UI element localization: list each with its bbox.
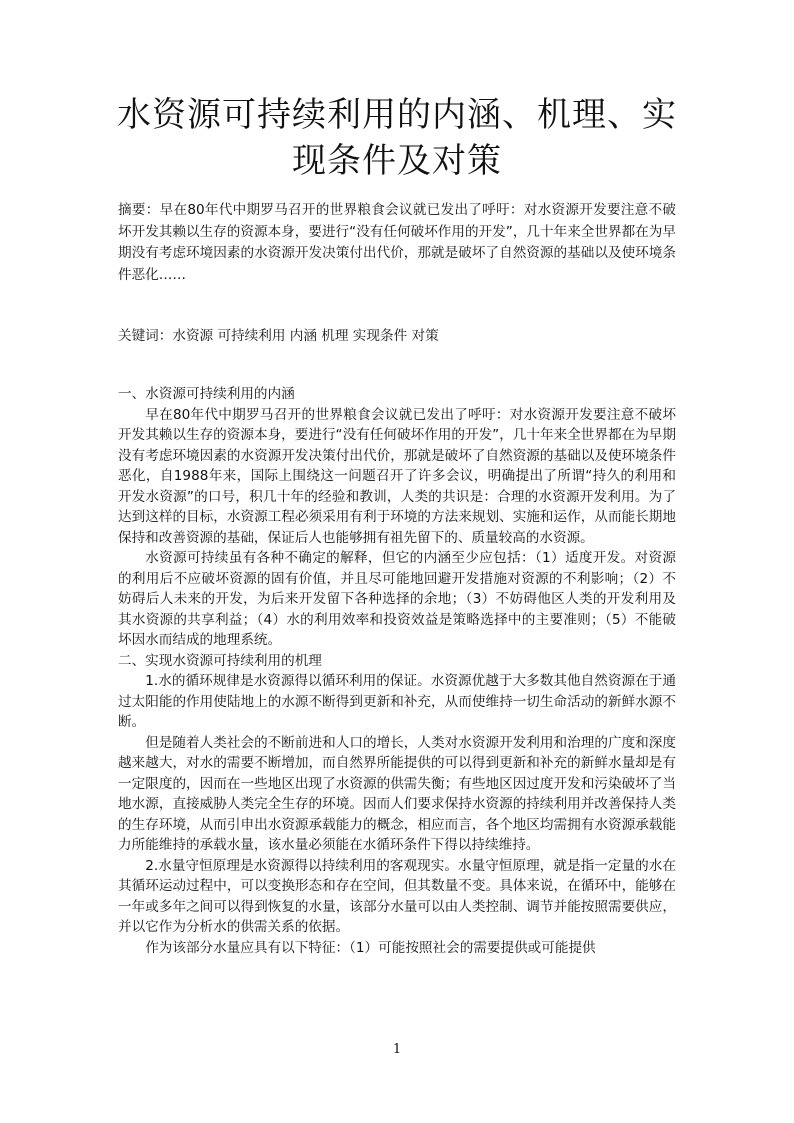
document-title: 水资源可持续利用的内涵、机理、实现条件及对策 [117,95,677,181]
paragraph: 2.水量守恒原理是水资源得以持续利用的客观现实。水量守恒原理，就是指一定量的水在其循环运动过程中，可以变换形态和存在空间，但其数量不变。具体来说，在循环中，能够在一年或多年之间可以得到恢复的水量，该部分水量可以由人类控制、调节并能按照需要供应，并以它作为分析水的供需关系的依据。 [118,857,676,935]
paragraph: 水资源可持续虽有各种不确定的解释，但它的内涵至少应包括：（1）适度开发。对资源的利用后不应破坏资源的固有价值，并且尽可能地回避开发措施对资源的不利影响；（2）不妨碍后人未来的开发，为后来开发留下各种选择的余地；（3）不妨碍他区人类的开发利用及其水资源的共享利益；（4）水的利用效率和投资效益是策略选择中的主要准则；（5）不能破坏因水而结成的地理系统。 [118,550,676,648]
document-body [118,384,676,958]
section-heading-1: 一、水资源可持续利用的内涵 [118,386,295,402]
paragraph: 1.水的循环规律是水资源得以循环利用的保证。水资源优越于大多数其他自然资源在于通过太阳能的作用使陆地上的水源不断得到更新和补充，从而使维持一切生命活动的新鲜水源不断。 [118,673,676,730]
abstract: 摘要：早在80年代中期罗马召开的世界粮食会议就已发出了呼吁：对水资源开发要注意不破坏开发其赖以生存的资源本身，要进行“没有任何破坏作用的开发”，几十年来全世界都在为早期没有考虑环境因素的水资源开发决策付出代价，那就是破坏了自然资源的基础以及使环境条件恶化…… [118,202,676,283]
keywords: 关键词：水资源 可持续利用 内涵 机理 实现条件 对策 [118,328,439,344]
paragraph: 早在80年代中期罗马召开的世界粮食会议就已发出了呼吁：对水资源开发要注意不破坏开发其赖以生存的资源本身，要进行“没有任何破坏作用的开发”，几十年来全世界都在为早期没有考虑环境因素的水资源开发决策付出代价，那就是破坏了自然资源的基础以及使环境条件恶化，自1988年来，国际上围绕这一问题召开了许多会议，明确提出了所谓“持久的利用和开发水资源”的口号，积几十年的经验和教训，人类的共识是：合理的水资源开发利用。为了达到这样的目标，水资源工程必须采用有利于环境的方法来规划、实施和运作，从而能长期地保持和改善资源的基础，保证后人也能够拥有祖先留下的、质量较高的水资源。 [118,406,676,546]
paragraph: 作为该部分水量应具有以下特征：（1）可能按照社会的需要提供或可能提供 [145,939,596,956]
paragraph: 但是随着人类社会的不断前进和人口的增长，人类对水资源开发利用和治理的广度和深度越来越大，对水的需要不断增加，而自然界所能提供的可以得到更新和补充的新鲜水量却是有一定限度的，因而在一些地区出现了水资源的供需失衡；有些地区因过度开发和污染破坏了当地水源，直接威胁人类完全生存的环境。因而人们要求保持水资源的持续利用并改善保持人类的生存环境，从而引申出水资源承载能力的概念，相应而言，各个地区均需拥有水资源承载能力所能维持的承载水量，该水量必须能在水循环条件下得以持续维持。 [118,734,676,853]
section-heading-2: 二、实现水资源可持续利用的机理 [118,652,322,669]
page-number: 1 [392,1042,402,1057]
